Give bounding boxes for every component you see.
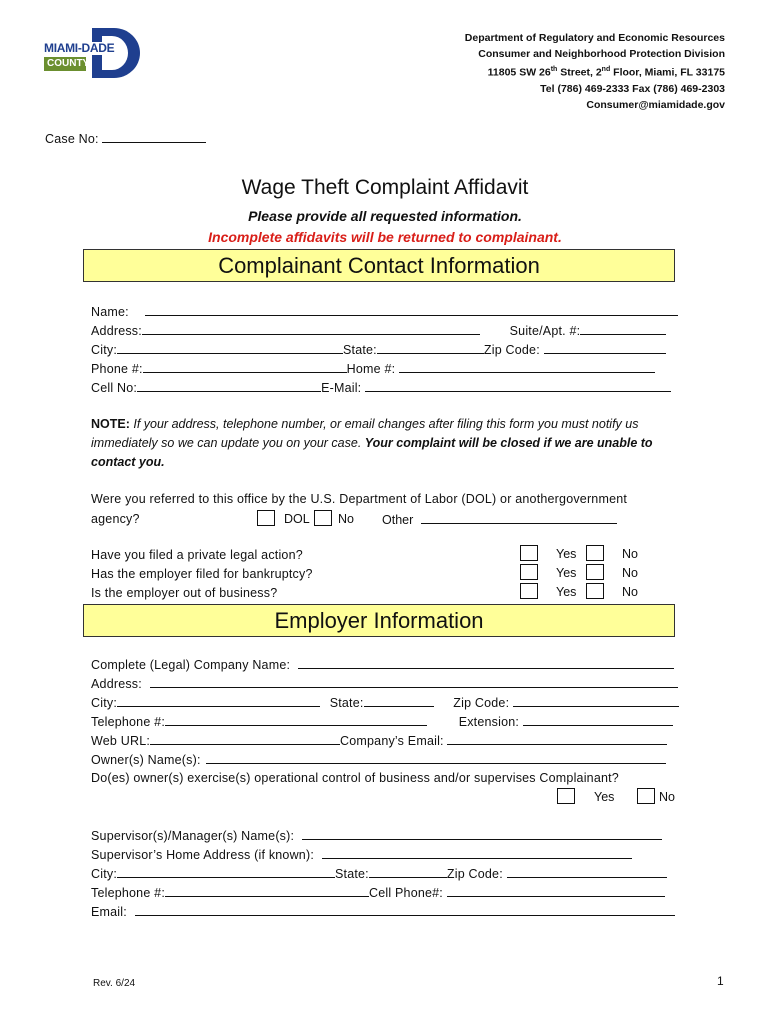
other-agency-field[interactable] — [421, 512, 617, 524]
employer-zip-field[interactable] — [513, 695, 679, 707]
state-label: State: — [343, 343, 377, 357]
state-field[interactable] — [377, 342, 484, 354]
supervisor-cell-label: Cell Phone#: — [369, 886, 443, 900]
city-label: City: — [91, 343, 117, 357]
instruction-text: Please provide all requested information. — [248, 208, 522, 224]
supervisor-email-field[interactable] — [135, 904, 675, 916]
dol-checkbox[interactable] — [257, 510, 275, 526]
question-bankruptcy: Has the employer filed for bankruptcy? — [91, 567, 313, 581]
bankruptcy-yes-label: Yes — [556, 566, 577, 580]
out-of-business-yes-label: Yes — [556, 585, 577, 599]
owners-row — [91, 752, 666, 767]
operational-control-yes-checkbox[interactable] — [557, 788, 575, 804]
email-field[interactable] — [365, 380, 671, 392]
web-url-field[interactable] — [150, 733, 340, 745]
company-row — [91, 657, 674, 672]
supervisor-state-label: State: — [335, 867, 369, 881]
web-url-label: Web URL: — [91, 734, 151, 748]
supervisor-cell-field[interactable] — [447, 885, 665, 897]
supervisor-address-label: Supervisor’s Home Address (if known): — [91, 848, 314, 862]
header-email: Consumer@miamidade.gov — [586, 98, 725, 111]
employer-city-row — [91, 695, 679, 710]
header-department: Department of Regulatory and Economic Resources — [464, 32, 725, 44]
employer-address-row — [91, 676, 678, 691]
owners-label: Owner(s) Name(s): — [91, 753, 201, 767]
employer-city-field[interactable] — [117, 695, 320, 707]
phone-label: Phone #: — [91, 362, 143, 376]
supervisor-city-label: City: — [91, 867, 117, 881]
header-phone: Tel (786) 469-2333 Fax (786) 469-2303 — [540, 82, 725, 95]
employer-telephone-row — [91, 714, 673, 729]
phone-row — [91, 361, 655, 376]
operational-control-yes-label: Yes — [594, 790, 615, 804]
web-row — [91, 733, 667, 748]
extension-field[interactable] — [523, 714, 673, 726]
warning-text: Incomplete affidavits will be returned to complainant. — [208, 229, 562, 245]
supervisor-phone-row — [91, 885, 665, 900]
company-field[interactable] — [298, 657, 674, 669]
employer-state-label: State: — [329, 696, 364, 710]
question-out-of-business: Is the employer out of business? — [91, 586, 278, 600]
operational-control-question: Do(es) owner(s) exercise(s) operational control of business and/or supervises Complainant? — [91, 771, 619, 785]
other-agency-row — [382, 512, 617, 527]
city-field[interactable] — [117, 342, 343, 354]
supervisor-telephone-label: Telephone #: — [91, 886, 165, 900]
page-number: 1 — [717, 974, 724, 988]
no-referral-label: No — [338, 512, 354, 526]
other-agency-label: Other — [382, 513, 414, 527]
no-referral-checkbox[interactable] — [314, 510, 332, 526]
home-phone-field[interactable] — [399, 361, 655, 373]
cell-field[interactable] — [137, 380, 321, 392]
case-no-row — [45, 131, 206, 146]
employer-city-label: City: — [91, 696, 117, 710]
name-field[interactable] — [145, 304, 678, 316]
case-no-field[interactable] — [102, 131, 206, 143]
referral-agency-label: agency? — [91, 512, 140, 526]
supervisor-email-label: Email: — [91, 905, 127, 919]
page-title: Wage Theft Complaint Affidavit — [241, 176, 529, 199]
header-address-sup: th — [550, 66, 558, 73]
note-paragraph — [91, 415, 691, 472]
employer-address-label: Address: — [91, 677, 142, 691]
extension-label: Extension: — [458, 715, 520, 729]
employer-zip-label: Zip Code: — [453, 696, 510, 710]
bankruptcy-no-checkbox[interactable] — [586, 564, 604, 580]
note-warning: Your complaint will be closed if we are unable to contact you. — [91, 436, 653, 469]
company-label: Complete (Legal) Company Name: — [91, 658, 291, 672]
out-of-business-yes-checkbox[interactable] — [520, 583, 538, 599]
home-phone-label: Home #: — [346, 362, 396, 376]
operational-control-no-label: No — [659, 790, 675, 804]
supervisor-address-row — [91, 847, 632, 862]
header-address-part: 11805 SW 26 — [487, 66, 551, 79]
employer-address-field[interactable] — [150, 676, 678, 688]
bankruptcy-no-label: No — [622, 566, 638, 580]
cell-row — [91, 380, 671, 395]
name-label: Name: — [91, 305, 129, 319]
header-address-part: Street, 2 — [557, 66, 602, 79]
supervisor-address-field[interactable] — [322, 847, 632, 859]
supervisor-email-row — [91, 904, 675, 919]
zip-label: Zip Code: — [483, 343, 540, 357]
company-email-field[interactable] — [447, 733, 667, 745]
phone-field[interactable] — [143, 361, 347, 373]
supervisor-state-field[interactable] — [369, 866, 447, 878]
header-division: Consumer and Neighborhood Protection Division — [478, 48, 725, 60]
supervisor-zip-label: Zip Code: — [446, 867, 503, 881]
bankruptcy-yes-checkbox[interactable] — [520, 564, 538, 580]
operational-control-no-checkbox[interactable] — [637, 788, 655, 804]
out-of-business-no-label: No — [622, 585, 638, 599]
note-label: NOTE: — [91, 417, 130, 431]
employer-state-field[interactable] — [364, 695, 434, 707]
header-address-part: Floor, Miami, FL 33175 — [610, 66, 725, 79]
legal-action-no-checkbox[interactable] — [586, 545, 604, 561]
note-text: If your address, telephone number, or email changes after filing this form you must notify us immediately so we can update you on your case. — [91, 417, 639, 450]
supervisor-city-field[interactable] — [117, 866, 335, 878]
revision-date: Rev. 6/24 — [93, 978, 136, 989]
owners-field[interactable] — [206, 752, 666, 764]
company-email-label: Company’s Email: — [340, 734, 444, 748]
question-private-legal-action: Have you filed a private legal action? — [91, 548, 303, 562]
legal-action-yes-label: Yes — [556, 547, 577, 561]
supervisors-row — [91, 828, 662, 843]
complainant-section-heading: Complainant Contact Information — [83, 249, 675, 282]
employer-telephone-field[interactable] — [165, 714, 427, 726]
address-label: Address: — [91, 324, 142, 338]
address-row — [91, 323, 666, 338]
supervisor-city-row — [91, 866, 667, 881]
department-header — [465, 30, 725, 113]
employer-telephone-label: Telephone #: — [91, 715, 165, 729]
legal-action-no-label: No — [622, 547, 638, 561]
legal-action-yes-checkbox[interactable] — [520, 545, 538, 561]
employer-section-heading: Employer Information — [83, 604, 675, 637]
cell-label: Cell No: — [91, 381, 138, 395]
dol-label: DOL — [284, 512, 310, 526]
header-address — [465, 62, 725, 81]
supervisors-label: Supervisor(s)/Manager(s) Name(s): — [91, 829, 295, 843]
referral-question: Were you referred to this office by the U.S. Department of Labor (DOL) or anothergovernment — [91, 492, 628, 506]
city-row — [91, 342, 666, 357]
zip-field[interactable] — [544, 342, 666, 354]
miami-dade-logo — [44, 28, 144, 78]
supervisors-field[interactable] — [302, 828, 662, 840]
suite-field[interactable] — [580, 323, 666, 335]
logo-text-county: COUNTY — [47, 58, 90, 69]
case-no-label: Case No: — [45, 132, 103, 146]
suite-label: Suite/Apt. #: — [509, 324, 581, 338]
supervisor-zip-field[interactable] — [507, 866, 667, 878]
address-field[interactable] — [142, 323, 480, 335]
supervisor-telephone-field[interactable] — [165, 885, 369, 897]
logo-text-miami-dade: MIAMI-DADE — [44, 41, 115, 55]
name-row — [91, 304, 678, 319]
out-of-business-no-checkbox[interactable] — [586, 583, 604, 599]
header-address-sup: nd — [601, 66, 611, 73]
email-label: E-Mail: — [321, 381, 362, 395]
